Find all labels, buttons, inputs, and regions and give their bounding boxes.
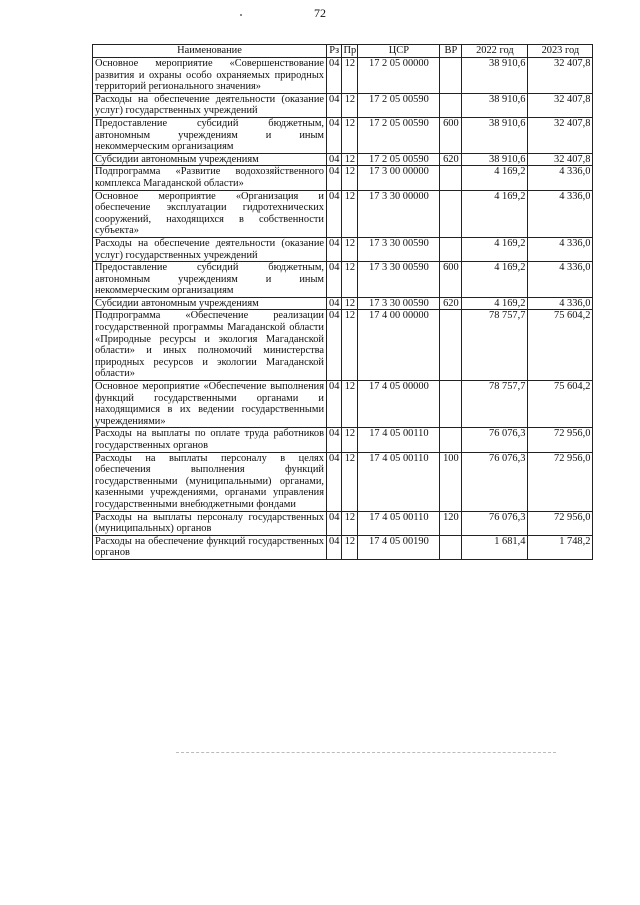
table-row (93, 166, 593, 190)
cell-rz: 04 (327, 166, 342, 190)
cell-2022: 76 076,3 (462, 428, 528, 452)
cell-rz: 04 (327, 511, 342, 535)
cell-2023: 32 407,8 (528, 153, 593, 166)
footer-divider (176, 752, 556, 753)
cell-2023: 75 604,2 (528, 381, 593, 428)
cell-csr: 17 3 30 00590 (358, 237, 440, 261)
header-csr: ЦСР (358, 45, 440, 58)
cell-2023: 4 336,0 (528, 190, 593, 237)
cell-pr: 12 (342, 93, 358, 117)
cell-csr: 17 3 30 00590 (358, 262, 440, 298)
cell-2023: 32 407,8 (528, 93, 593, 117)
cell-name: Субсидии автономным учреждениям (93, 297, 327, 310)
cell-csr: 17 2 05 00590 (358, 93, 440, 117)
cell-pr: 12 (342, 58, 358, 94)
cell-name: Основное мероприятие «Организация и обеспечение эксплуатации гидротехнических сооружений, находящихся в собственности субъекта» (93, 190, 327, 237)
cell-vr (440, 166, 462, 190)
cell-pr: 12 (342, 117, 358, 153)
page-number: 72 (314, 6, 326, 20)
cell-2022: 38 910,6 (462, 58, 528, 94)
table-row (93, 93, 593, 117)
cell-2022: 1 681,4 (462, 535, 528, 559)
cell-2022: 78 757,7 (462, 381, 528, 428)
cell-2023: 4 336,0 (528, 262, 593, 298)
cell-rz: 04 (327, 93, 342, 117)
cell-pr: 12 (342, 511, 358, 535)
cell-rz: 04 (327, 237, 342, 261)
cell-2023: 75 604,2 (528, 310, 593, 381)
cell-vr: 600 (440, 262, 462, 298)
cell-2022: 38 910,6 (462, 117, 528, 153)
header-2023: 2023 год (528, 45, 593, 58)
cell-csr: 17 4 05 00110 (358, 511, 440, 535)
cell-name: Предоставление субсидий бюджетным, автономным учреждениям и иным некоммерческим организациям (93, 262, 327, 298)
cell-csr: 17 3 30 00590 (358, 297, 440, 310)
cell-2023: 4 336,0 (528, 166, 593, 190)
cell-csr: 17 4 00 00000 (358, 310, 440, 381)
table-row (93, 117, 593, 153)
cell-name: Основное мероприятие «Обеспечение выполнения функций государственными органами и находящимися в их ведении государственными учреждениями» (93, 381, 327, 428)
cell-pr: 12 (342, 310, 358, 381)
cell-vr (440, 381, 462, 428)
cell-csr: 17 3 00 00000 (358, 166, 440, 190)
cell-csr: 17 2 05 00000 (358, 58, 440, 94)
cell-csr: 17 3 30 00000 (358, 190, 440, 237)
cell-vr: 620 (440, 297, 462, 310)
cell-pr: 12 (342, 190, 358, 237)
cell-vr: 620 (440, 153, 462, 166)
cell-2023: 4 336,0 (528, 297, 593, 310)
cell-name: Расходы на обеспечение деятельности (оказание услуг) государственных учреждений (93, 93, 327, 117)
table-row (93, 153, 593, 166)
cell-rz: 04 (327, 310, 342, 381)
cell-name: Субсидии автономным учреждениям (93, 153, 327, 166)
table-row (93, 190, 593, 237)
table-row (93, 262, 593, 298)
cell-rz: 04 (327, 535, 342, 559)
header-pr: Пр (343, 45, 357, 57)
cell-vr (440, 535, 462, 559)
cell-pr: 12 (342, 153, 358, 166)
cell-2022: 38 910,6 (462, 153, 528, 166)
cell-2022: 76 076,3 (462, 511, 528, 535)
cell-rz: 04 (327, 428, 342, 452)
cell-pr: 12 (342, 452, 358, 511)
table-row (93, 381, 593, 428)
cell-2022: 4 169,2 (462, 166, 528, 190)
cell-rz: 04 (327, 452, 342, 511)
cell-2022: 76 076,3 (462, 452, 528, 511)
header-2022: 2022 год (462, 45, 528, 58)
cell-2023: 32 407,8 (528, 58, 593, 94)
cell-csr: 17 4 05 00000 (358, 381, 440, 428)
cell-pr: 12 (342, 381, 358, 428)
cell-2023: 72 956,0 (528, 511, 593, 535)
cell-rz: 04 (327, 117, 342, 153)
cell-pr: 12 (342, 237, 358, 261)
cell-csr: 17 4 05 00110 (358, 452, 440, 511)
cell-vr (440, 237, 462, 261)
cell-rz: 04 (327, 381, 342, 428)
cell-pr: 12 (342, 428, 358, 452)
cell-vr (440, 93, 462, 117)
cell-vr (440, 310, 462, 381)
cell-pr: 12 (342, 297, 358, 310)
cell-rz: 04 (327, 262, 342, 298)
cell-2022: 38 910,6 (462, 93, 528, 117)
cell-2022: 4 169,2 (462, 190, 528, 237)
cell-vr: 600 (440, 117, 462, 153)
table-row (93, 58, 593, 94)
table-row (93, 297, 593, 310)
cell-csr: 17 2 05 00590 (358, 117, 440, 153)
table-row (93, 535, 593, 559)
cell-2023: 32 407,8 (528, 117, 593, 153)
cell-name: Предоставление субсидий бюджетным, автономным учреждениям и иным некоммерческим организациям (93, 117, 327, 153)
cell-name: Расходы на выплаты по оплате труда работников государственных органов (93, 428, 327, 452)
cell-csr: 17 2 05 00590 (358, 153, 440, 166)
table-row (93, 428, 593, 452)
cell-rz: 04 (327, 153, 342, 166)
table-row (93, 310, 593, 381)
table-header-row (93, 45, 593, 58)
cell-name: Расходы на обеспечение функций государственных органов (93, 535, 327, 559)
cell-name: Расходы на выплаты персоналу в целях обеспечения выполнения функций государственными (муниципальными) органами, казенными учреждениями, органами управления государственными внебюджетными фондами (93, 452, 327, 511)
cell-rz: 04 (327, 297, 342, 310)
cell-vr (440, 190, 462, 237)
cell-2022: 78 757,7 (462, 310, 528, 381)
header-name: Наименование (93, 45, 327, 58)
cell-pr: 12 (342, 262, 358, 298)
budget-table (92, 44, 593, 560)
cell-2022: 4 169,2 (462, 237, 528, 261)
cell-vr: 120 (440, 511, 462, 535)
cell-pr: 12 (342, 166, 358, 190)
cell-2022: 4 169,2 (462, 297, 528, 310)
table-row (93, 237, 593, 261)
cell-2023: 72 956,0 (528, 452, 593, 511)
cell-name: Расходы на обеспечение деятельности (оказание услуг) государственных учреждений (93, 237, 327, 261)
cell-2023: 4 336,0 (528, 237, 593, 261)
cell-name: Расходы на выплаты персоналу государственных (муниципальных) органов (93, 511, 327, 535)
cell-name: Основное мероприятие «Совершенствование развития и охраны особо охраняемых природных территорий регионального значения» (93, 58, 327, 94)
cell-2023: 1 748,2 (528, 535, 593, 559)
cell-csr: 17 4 05 00110 (358, 428, 440, 452)
header-rz: Рз (327, 45, 342, 58)
table-row (93, 452, 593, 511)
cell-name: Подпрограмма «Обеспечение реализации государственной программы Магаданской области «Природные ресурсы и экология Магаданской области» и иных полномочий министерства природных ресурсов и экологии Магаданской области» (93, 310, 327, 381)
cell-2023: 72 956,0 (528, 428, 593, 452)
cell-vr (440, 428, 462, 452)
cell-vr: 100 (440, 452, 462, 511)
cell-2022: 4 169,2 (462, 262, 528, 298)
cell-rz: 04 (327, 58, 342, 94)
cell-rz: 04 (327, 190, 342, 237)
table-row (93, 511, 593, 535)
table-body (93, 58, 593, 560)
cell-pr: 12 (342, 535, 358, 559)
cell-csr: 17 4 05 00190 (358, 535, 440, 559)
cell-vr (440, 58, 462, 94)
cell-name: Подпрограмма «Развитие водохозяйственного комплекса Магаданской области» (93, 166, 327, 190)
header-vr: ВР (440, 45, 462, 58)
